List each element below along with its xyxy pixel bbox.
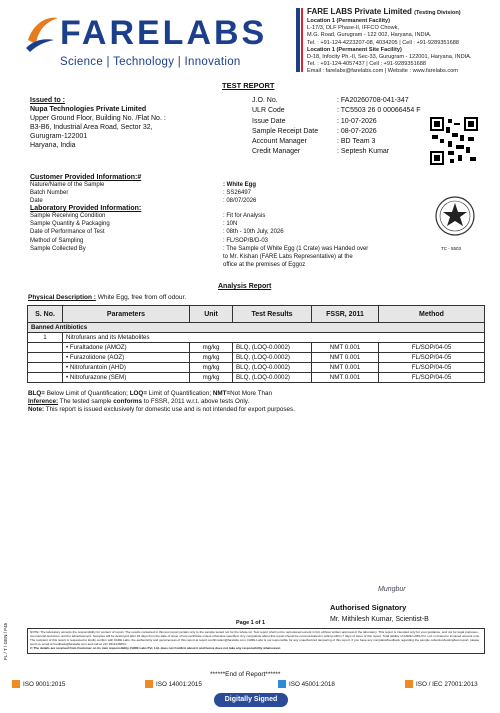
note-text: Not More Than	[230, 390, 273, 397]
info-key: Date	[30, 198, 43, 205]
info-row	[30, 181, 450, 189]
cert-label: ISO 45001:2018	[289, 680, 335, 688]
col-header: Parameters	[63, 306, 190, 323]
table-subgroup-row	[28, 333, 485, 343]
result-cell: BLQ, (LOQ-0.0002)	[233, 353, 312, 363]
note-term: Inference:	[28, 398, 59, 405]
analysis-report-title: Analysis Report	[218, 283, 272, 290]
subgroup-label: Nitrofurans and its Metabolites	[63, 333, 485, 343]
note-text: to FSSR, 2011 w.r.t. above tests Only.	[142, 398, 250, 405]
client-name: Nupa Technologies Private Limited	[30, 106, 147, 113]
end-of-report: ******End of Report******	[210, 671, 281, 678]
meta-value: : BD Team 3	[337, 138, 376, 146]
result-cell: BLQ, (LOQ-0.0002)	[233, 363, 312, 373]
result-cell: BLQ, (LOQ-0.0002)	[233, 373, 312, 383]
meta-value: : TC5503 26 0 00066454 F	[337, 107, 421, 115]
info-row	[30, 197, 450, 205]
info-row	[30, 189, 450, 197]
parameter-cell: • Furaltadone (AMOZ)	[63, 343, 190, 353]
cert-label: ISO 14001:2015	[156, 680, 202, 688]
info-value: : 10N	[223, 221, 238, 228]
legal-footer	[27, 628, 485, 654]
info-key: Sample Quantity & Packaging	[30, 221, 110, 228]
form-code: FL / T / GEN / F45	[3, 622, 8, 660]
lab-info-heading: Laboratory Provided Information:	[30, 205, 142, 213]
empty-cell	[28, 353, 63, 363]
signatory-title: Authorised Signatory	[330, 603, 407, 612]
signature-scribble: Mungbur	[378, 586, 406, 593]
table-header-row	[28, 306, 485, 323]
info-value: : 08/07/2026	[223, 198, 257, 205]
abbreviation-note	[28, 390, 295, 398]
note-term: NMT=	[212, 390, 231, 397]
lab-loc2-line3: Email : farelabs@farelabs.com | Website : www.farelabs.com	[307, 68, 458, 75]
parameter-cell: • Nitrofurantoin (AHD)	[63, 363, 190, 373]
iso-badge-icon	[12, 680, 20, 688]
info-key: Date of Performance of Test	[30, 229, 105, 236]
meta-key: Credit Manager	[252, 148, 301, 156]
iso-certification	[405, 680, 478, 688]
iso-badge-icon	[278, 680, 286, 688]
note-term: BLQ=	[28, 390, 45, 397]
issued-to-heading: Issued to :	[30, 97, 66, 104]
seal-code: TC - 5503	[441, 246, 462, 251]
info-row	[30, 245, 450, 253]
info-row	[30, 228, 450, 236]
empty-cell	[28, 343, 63, 353]
method-cell: FL/SOP/04-05	[379, 363, 485, 373]
note-term: conforms	[113, 398, 142, 405]
physical-description-label: Physical Description :	[28, 294, 96, 301]
accreditation-seal-icon	[434, 195, 476, 251]
unit-cell: mg/kg	[190, 343, 233, 353]
info-key	[30, 261, 223, 269]
col-header: S. No.	[28, 306, 63, 323]
info-key	[30, 253, 223, 261]
lab-loc1-line2: M.G. Road, Gurugram - 122 002, Haryana, INDIA.	[307, 32, 432, 39]
iso-certification	[12, 680, 65, 688]
meta-row	[252, 106, 447, 116]
page-number: Page 1 of 1	[236, 620, 266, 626]
lab-title-suffix: (Testing Division)	[414, 10, 461, 16]
info-value: : Fit for Analysis	[223, 213, 266, 220]
meta-row	[252, 96, 447, 106]
note-text: This report is issued exclusively for domestic use and is not intended for export purposes.	[44, 406, 295, 413]
info-row	[30, 261, 450, 269]
empty-cell	[28, 373, 63, 383]
table-group-row	[28, 323, 485, 333]
unit-cell: mg/kg	[190, 353, 233, 363]
fssr-cell: NMT 0.001	[312, 353, 379, 363]
signatory-name: Mr. Mithilesh Kumar, Scientist-B	[330, 616, 429, 623]
info-value: : SS26497	[223, 190, 252, 197]
note-term: Note:	[28, 406, 45, 413]
note-text: Below Limit of Quantification;	[44, 390, 130, 397]
cert-label: ISO / IEC 27001:2013	[416, 680, 478, 688]
info-key: Sample Receiving Condition	[30, 213, 106, 220]
meta-key: Issue Date	[252, 117, 286, 125]
col-header: Method	[379, 306, 485, 323]
physical-description-value: White Egg, free from off odour.	[95, 294, 187, 301]
meta-row	[252, 117, 447, 127]
fssr-cell: NMT 0.001	[312, 343, 379, 353]
info-row	[30, 220, 450, 228]
info-value: : 08th - 10th July, 2026	[223, 229, 284, 236]
meta-key: Account Manager	[252, 138, 307, 146]
result-cell: BLQ, (LOQ-0.0002)	[233, 343, 312, 353]
info-value: : White Egg	[223, 182, 256, 188]
fssr-cell: NMT 0.001	[312, 363, 379, 373]
meta-row	[252, 127, 447, 137]
col-header: FSSR, 2011	[312, 306, 379, 323]
meta-value: : Septesh Kumar	[337, 148, 390, 156]
report-notes	[28, 390, 295, 414]
lab-loc1-line3: Tel. : +91-124-4223207-08, 4034205 | Cell : +91-9289351688	[307, 39, 459, 46]
unit-cell: mg/kg	[190, 373, 233, 383]
group-label: Banned Antibiotics	[28, 323, 485, 333]
lab-header-bar	[296, 8, 300, 72]
iso-badge-icon	[405, 680, 413, 688]
digitally-signed-badge: Digitally Signed	[214, 693, 288, 707]
table-row	[28, 373, 485, 383]
lab-header-bar-accent	[301, 8, 303, 72]
client-address-line: B3-B6, Industrial Area Road, Sector 32,	[30, 124, 153, 131]
note-text: The tested sample	[58, 398, 114, 405]
info-row	[30, 253, 450, 261]
legal-disclaimer: NOTE: The laboratory accepts the responsibility for content of report. The results contained in this test report pertain only to the sample tested not for the whole lot. Test report shall not be reproduced except in full, without written approval of the laboratory. This report is intended only for your guidance, and not for legal purposes, commercial decisions, and for advertisement. Samples will be destroyed after 15 days from the date of issue of test certificate unless otherwise specified. Any complaints about this report should be communicated in writing within 7 days of issue of this report. Total liability of FARE LABS Pvt. Ltd. is limited to invoiced amount only. The recipient of this report is requested to kindly confirm with FARE Labs, the authenticity and genuineness of this report at report.confirmation@farelabs.com. FARE Labs is not responsible for any unauthorized tampering of this report. If you have any complaint/feedback regarding the sample collection/testing/test report, please send us email at feedback@farelabs.com and call at +91 9311446653.	[30, 630, 480, 646]
client-address-line: Upper Ground Floor, Building No. /Flat No. :	[30, 115, 166, 122]
table-row	[28, 343, 485, 353]
method-cell: FL/SOP/04-05	[379, 373, 485, 383]
unit-cell: mg/kg	[190, 363, 233, 373]
lab-loc1-label: Location 1 (Permanent Facility)	[307, 18, 390, 24]
meta-value: : FA20260708-041-347	[337, 97, 409, 104]
empty-cell	[28, 363, 63, 373]
info-row	[30, 212, 450, 220]
physical-description	[28, 294, 186, 301]
method-cell: FL/SOP/04-05	[379, 343, 485, 353]
export-note	[28, 406, 295, 414]
info-row	[30, 237, 450, 245]
lab-address-block	[307, 7, 500, 76]
meta-value: : 08-07-2026	[337, 127, 377, 135]
lab-loc2-line1: D-18, Infocity Ph.-II, Sec-33, Gurugram - 122001, Haryana, INDIA.	[307, 54, 472, 61]
client-address-line: Haryana, India	[30, 142, 76, 149]
meta-key: J.O. No.	[252, 97, 278, 104]
col-header: Test Results	[233, 306, 312, 323]
meta-key: ULR Code	[252, 107, 285, 115]
table-row	[28, 353, 485, 363]
info-value: office at the premises of Eggoz	[223, 261, 306, 268]
info-key: Nature/Name of the Sample	[30, 182, 105, 188]
info-key: Sample Collected By	[30, 245, 86, 252]
lab-loc2-line2: Tel. : +91-124-4057437 | Cell : +91-9289351688	[307, 61, 427, 68]
customer-info-heading: Customer Provided Information:#	[30, 174, 142, 181]
results-table	[27, 305, 485, 383]
parameter-cell: • Furazolidone (AOZ)	[63, 353, 190, 363]
table-row	[28, 363, 485, 373]
info-key: Method of Sampling	[30, 237, 84, 244]
iso-certification	[145, 680, 202, 688]
method-cell: FL/SOP/04-05	[379, 353, 485, 363]
fssr-cell: NMT 0.001	[312, 373, 379, 383]
col-header: Unit	[190, 306, 233, 323]
meta-key: Sample Receipt Date	[252, 127, 319, 135]
serial-number: 1	[28, 333, 63, 343]
note-term: LOQ=	[129, 390, 148, 397]
logo-tagline: Science | Technology | Innovation	[60, 56, 241, 68]
report-meta	[252, 96, 447, 158]
sample-information	[30, 174, 450, 269]
iso-badge-icon	[145, 680, 153, 688]
info-key: Batch Number	[30, 190, 69, 197]
cert-label: ISO 9001:2015	[23, 680, 66, 688]
info-value: : FL/SOP/B/D-03	[223, 237, 269, 244]
issued-to-block	[30, 96, 245, 150]
customer-info-disclaimer: #: The details are received from Customer on its own responsibility. FARE Labs Pvt. Ltd. does not Confirm about it and hence does not take any responsibility whatsoever.	[30, 646, 281, 650]
lab-loc1-line1: L-17/3, DLF Phase-II, IFFCO Chowk,	[307, 25, 400, 32]
info-value: to Mr. Kishan (FARE Labs Representative) at the	[223, 253, 353, 260]
logo-swoosh-icon	[24, 14, 60, 54]
qr-code-icon	[430, 117, 478, 165]
lab-loc2-label: Location 1 (Permanent Site Facility)	[307, 46, 402, 53]
logo-wordmark: FARELABS	[60, 14, 268, 52]
lab-title: FARE LABS Private Limited	[307, 7, 412, 16]
info-value: : The Sample of White Egg (1 Crate) was Handed over	[223, 245, 369, 252]
note-text: Limit of Quantification;	[147, 390, 213, 397]
meta-value: : 10-07-2026	[337, 117, 377, 125]
parameter-cell: • Nitrofurazone (SEM)	[63, 373, 190, 383]
client-address-line: Gurugram-122001	[30, 133, 88, 140]
report-title: TEST REPORT	[222, 81, 275, 90]
iso-certification	[278, 680, 335, 688]
meta-row	[252, 147, 447, 157]
meta-row	[252, 137, 447, 147]
inference-note	[28, 398, 295, 406]
